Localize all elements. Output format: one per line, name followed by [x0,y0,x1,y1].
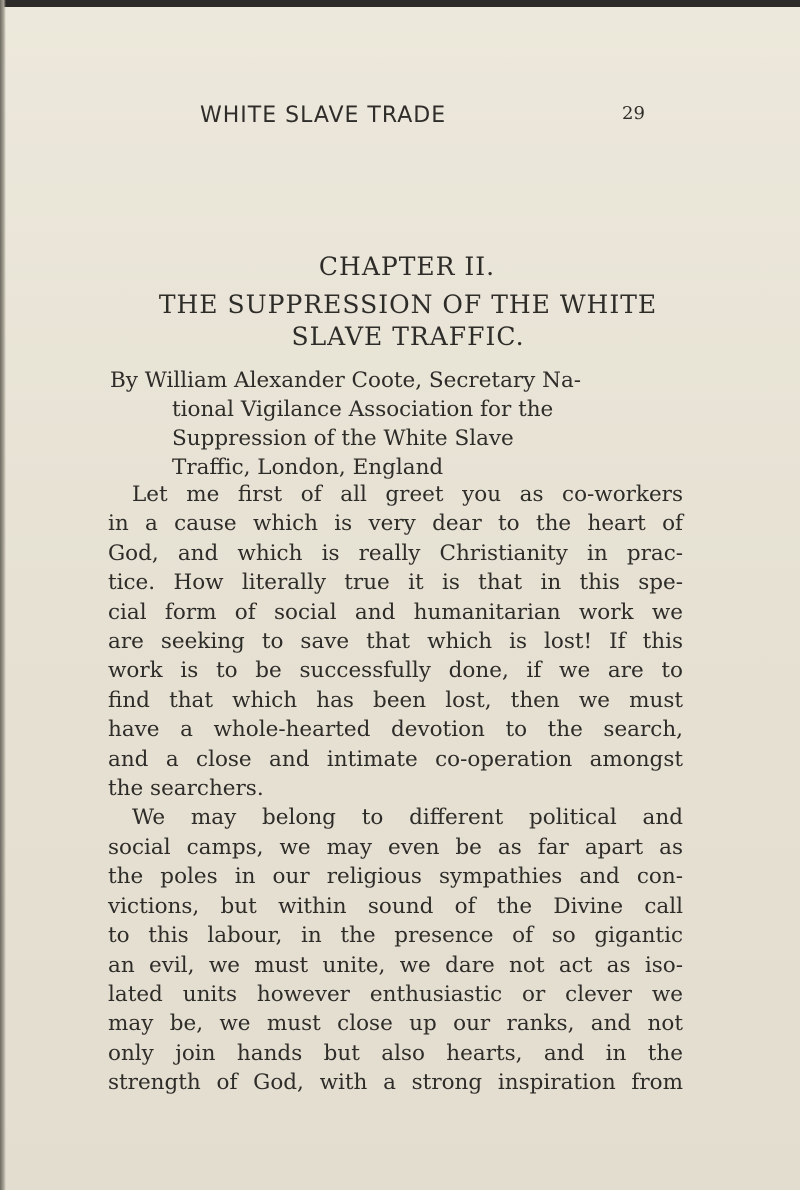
byline-line: By William Alexander Coote, Secretary Na- [110,368,582,393]
text-line: God, and which is really Christianity in prac- [108,540,683,566]
chapter-heading: CHAPTER II. [318,252,496,281]
text-line: victions, but within sound of the Divine call [108,893,683,919]
text-line: may be, we must close up our ranks, and not [108,1011,683,1037]
byline-line: Suppression of the White Slave [172,426,514,451]
text-line: find that which has been lost, then we must [108,687,683,713]
text-line: to this labour, in the presence of so gigantic [108,923,683,949]
text-line: work is to be successfully done, if we are to [108,658,683,684]
byline-line: tional Vigilance Association for the [172,397,554,422]
text-line: have a whole-hearted devotion to the search, [108,717,683,743]
chapter-title-line-1: THE SUPPRESSION OF THE WHITE [158,290,658,319]
paragraph-1 [108,480,683,803]
text-line: cial form of social and humanitarian work we [108,599,683,625]
text-line: an evil, we must unite, we dare not act as iso- [108,952,683,978]
text-line: lated units however enthusiastic or clever we [108,981,683,1007]
byline-line: Traffic, London, England [172,455,444,480]
running-head: WHITE SLAVE TRADE [200,103,447,128]
text-line: the poles in our religious sympathies and con- [108,864,683,890]
text-line: tice. How literally true it is that in this spe- [108,570,683,596]
text-line: We may belong to different political and [132,805,683,831]
text-line: and a close and intimate co-operation amongst [108,746,683,772]
text-line: are seeking to save that which is lost! If this [108,629,683,655]
author-byline [110,366,670,482]
text-line: social camps, we may even be as far apart as [108,834,683,860]
text-line: the searchers. [108,776,264,802]
text-line: Let me first of all greet you as co-workers [132,482,683,507]
page-binding-edge [0,0,6,1190]
page-number: 29 [622,103,645,124]
page-top-edge [0,0,800,7]
text-line: only join hands but also hearts, and in the [108,1040,683,1066]
text-line: in a cause which is very dear to the heart of [108,511,683,537]
paragraph-2 [108,803,683,1097]
text-line: strength of God, with a strong inspiration from [108,1070,683,1096]
chapter-title-line-2: SLAVE TRAFFIC. [291,322,525,351]
body-text [108,480,683,1098]
